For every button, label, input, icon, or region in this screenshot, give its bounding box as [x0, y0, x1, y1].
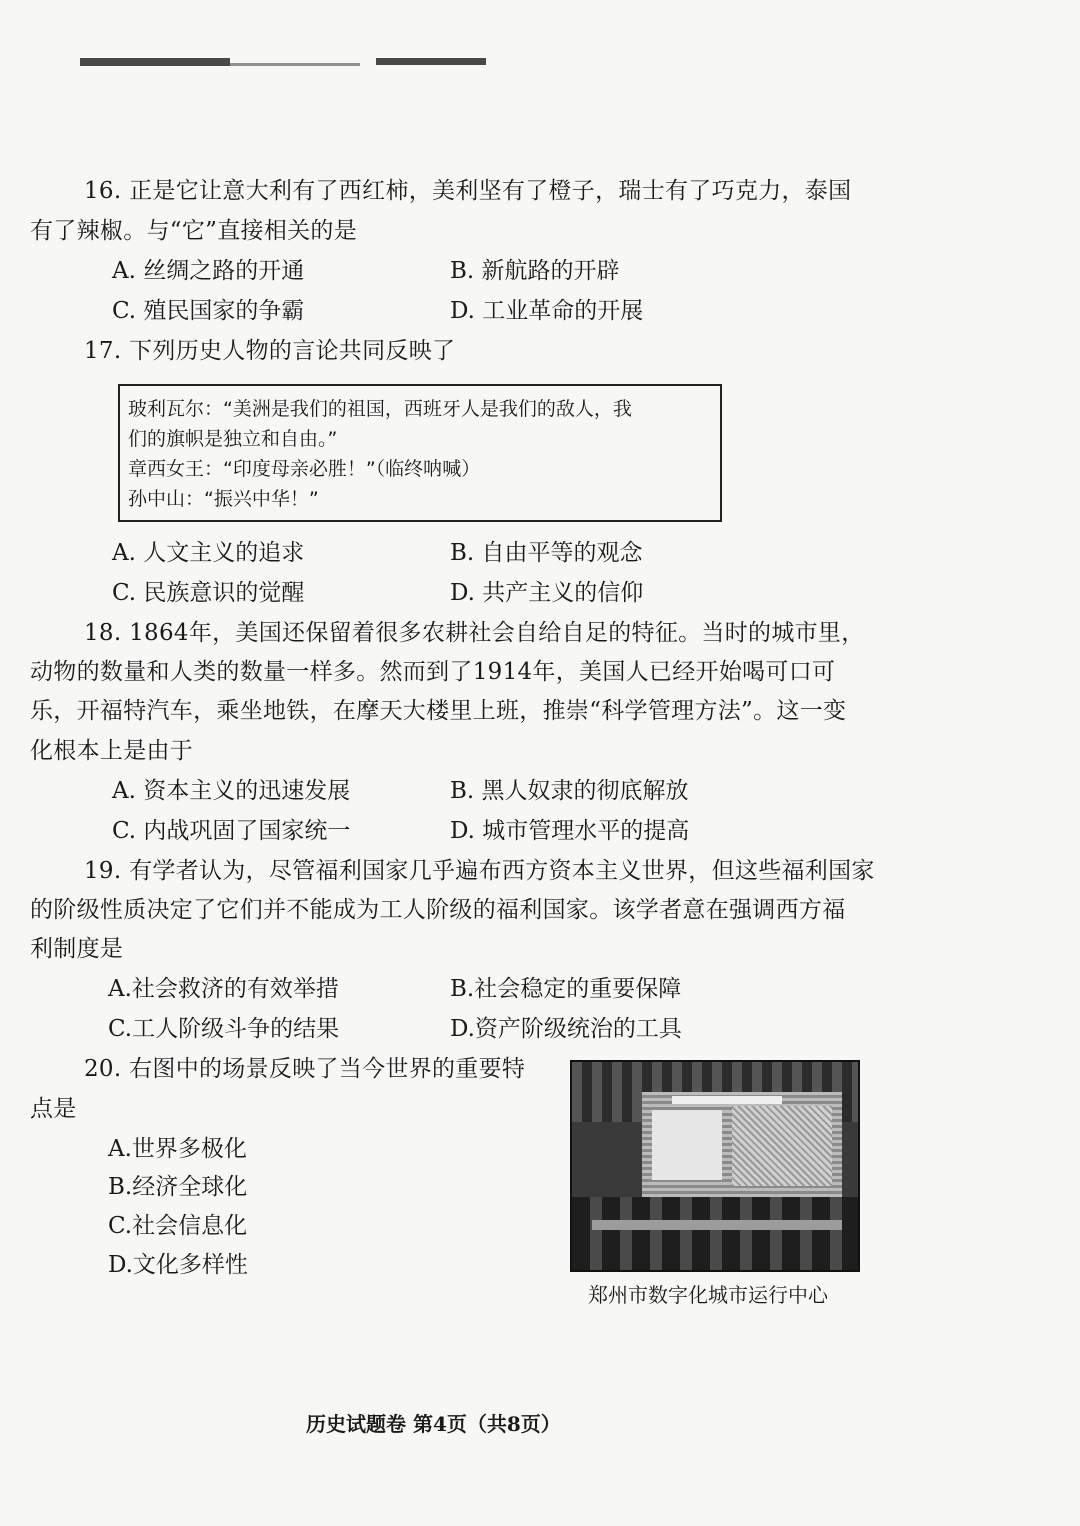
scan-artifact — [376, 58, 486, 65]
option-a: A. 丝绸之路的开通 — [112, 258, 305, 284]
option-c: C. 民族意识的觉醒 — [112, 580, 305, 606]
scan-artifact — [80, 58, 230, 66]
question-text: 利制度是 — [30, 936, 124, 962]
option-a: A. 资本主义的迅速发展 — [112, 778, 351, 804]
control-center-photo — [570, 1060, 860, 1272]
option-b: B. 新航路的开辟 — [450, 258, 620, 284]
scan-artifact — [230, 63, 360, 66]
option-d: D. 共产主义的信仰 — [450, 580, 644, 606]
question-text: 20. 右图中的场景反映了当今世界的重要特 — [84, 1056, 526, 1082]
option-d: D.文化多样性 — [108, 1252, 248, 1278]
quote-line: 章西女王：“印度母亲必胜！”（临终呐喊） — [128, 458, 481, 480]
quote-line: 玻利瓦尔：“美洲是我们的祖国，西班牙人是我们的敌人，我 — [128, 398, 632, 420]
question-text: 化根本上是由于 — [30, 738, 194, 764]
option-b: B. 黑人奴隶的彻底解放 — [450, 778, 689, 804]
option-b: B.经济全球化 — [108, 1174, 248, 1200]
question-text: 18. 1864年，美国还保留着很多农耕社会自给自足的特征。当时的城市里， — [84, 620, 865, 646]
option-b: B. 自由平等的观念 — [450, 540, 643, 566]
quote-line: 孙中山：“振兴中华！” — [128, 488, 319, 510]
option-a: A.世界多极化 — [108, 1136, 247, 1162]
quote-box — [118, 384, 722, 522]
question-text: 17. 下列历史人物的言论共同反映了 — [84, 338, 456, 364]
question-text: 16. 正是它让意大利有了西红柿，美利坚有了橙子，瑞士有了巧克力，泰国 — [84, 178, 852, 204]
option-a: A. 人文主义的追求 — [112, 540, 305, 566]
option-c: C. 殖民国家的争霸 — [112, 298, 305, 324]
page-footer: 历史试题卷 第4页（共8页） — [306, 1412, 561, 1436]
question-text: 点是 — [30, 1096, 77, 1122]
option-c: C. 内战巩固了国家统一 — [112, 818, 351, 844]
option-d: D. 工业革命的开展 — [450, 298, 644, 324]
quote-line: 们的旗帜是独立和自由。” — [128, 428, 338, 450]
option-d: D. 城市管理水平的提高 — [450, 818, 690, 844]
question-text: 的阶级性质决定了它们并不能成为工人阶级的福利国家。该学者意在强调西方福 — [30, 897, 846, 923]
option-c: C.工人阶级斗争的结果 — [108, 1016, 340, 1042]
photo-caption: 郑州市数字化城市运行中心 — [588, 1283, 828, 1307]
option-d: D.资产阶级统治的工具 — [450, 1016, 682, 1042]
option-b: B.社会稳定的重要保障 — [450, 976, 682, 1002]
option-a: A.社会救济的有效举措 — [108, 976, 339, 1002]
question-text: 乐，开福特汽车，乘坐地铁，在摩天大楼里上班，推崇“科学管理方法”。这一变 — [30, 698, 847, 724]
option-c: C.社会信息化 — [108, 1213, 248, 1239]
question-text: 19. 有学者认为，尽管福利国家几乎遍布西方资本主义世界，但这些福利国家 — [84, 858, 875, 884]
question-text: 有了辣椒。与“它”直接相关的是 — [30, 218, 358, 244]
question-text: 动物的数量和人类的数量一样多。然而到了1914年，美国人已经开始喝可口可 — [30, 659, 836, 685]
